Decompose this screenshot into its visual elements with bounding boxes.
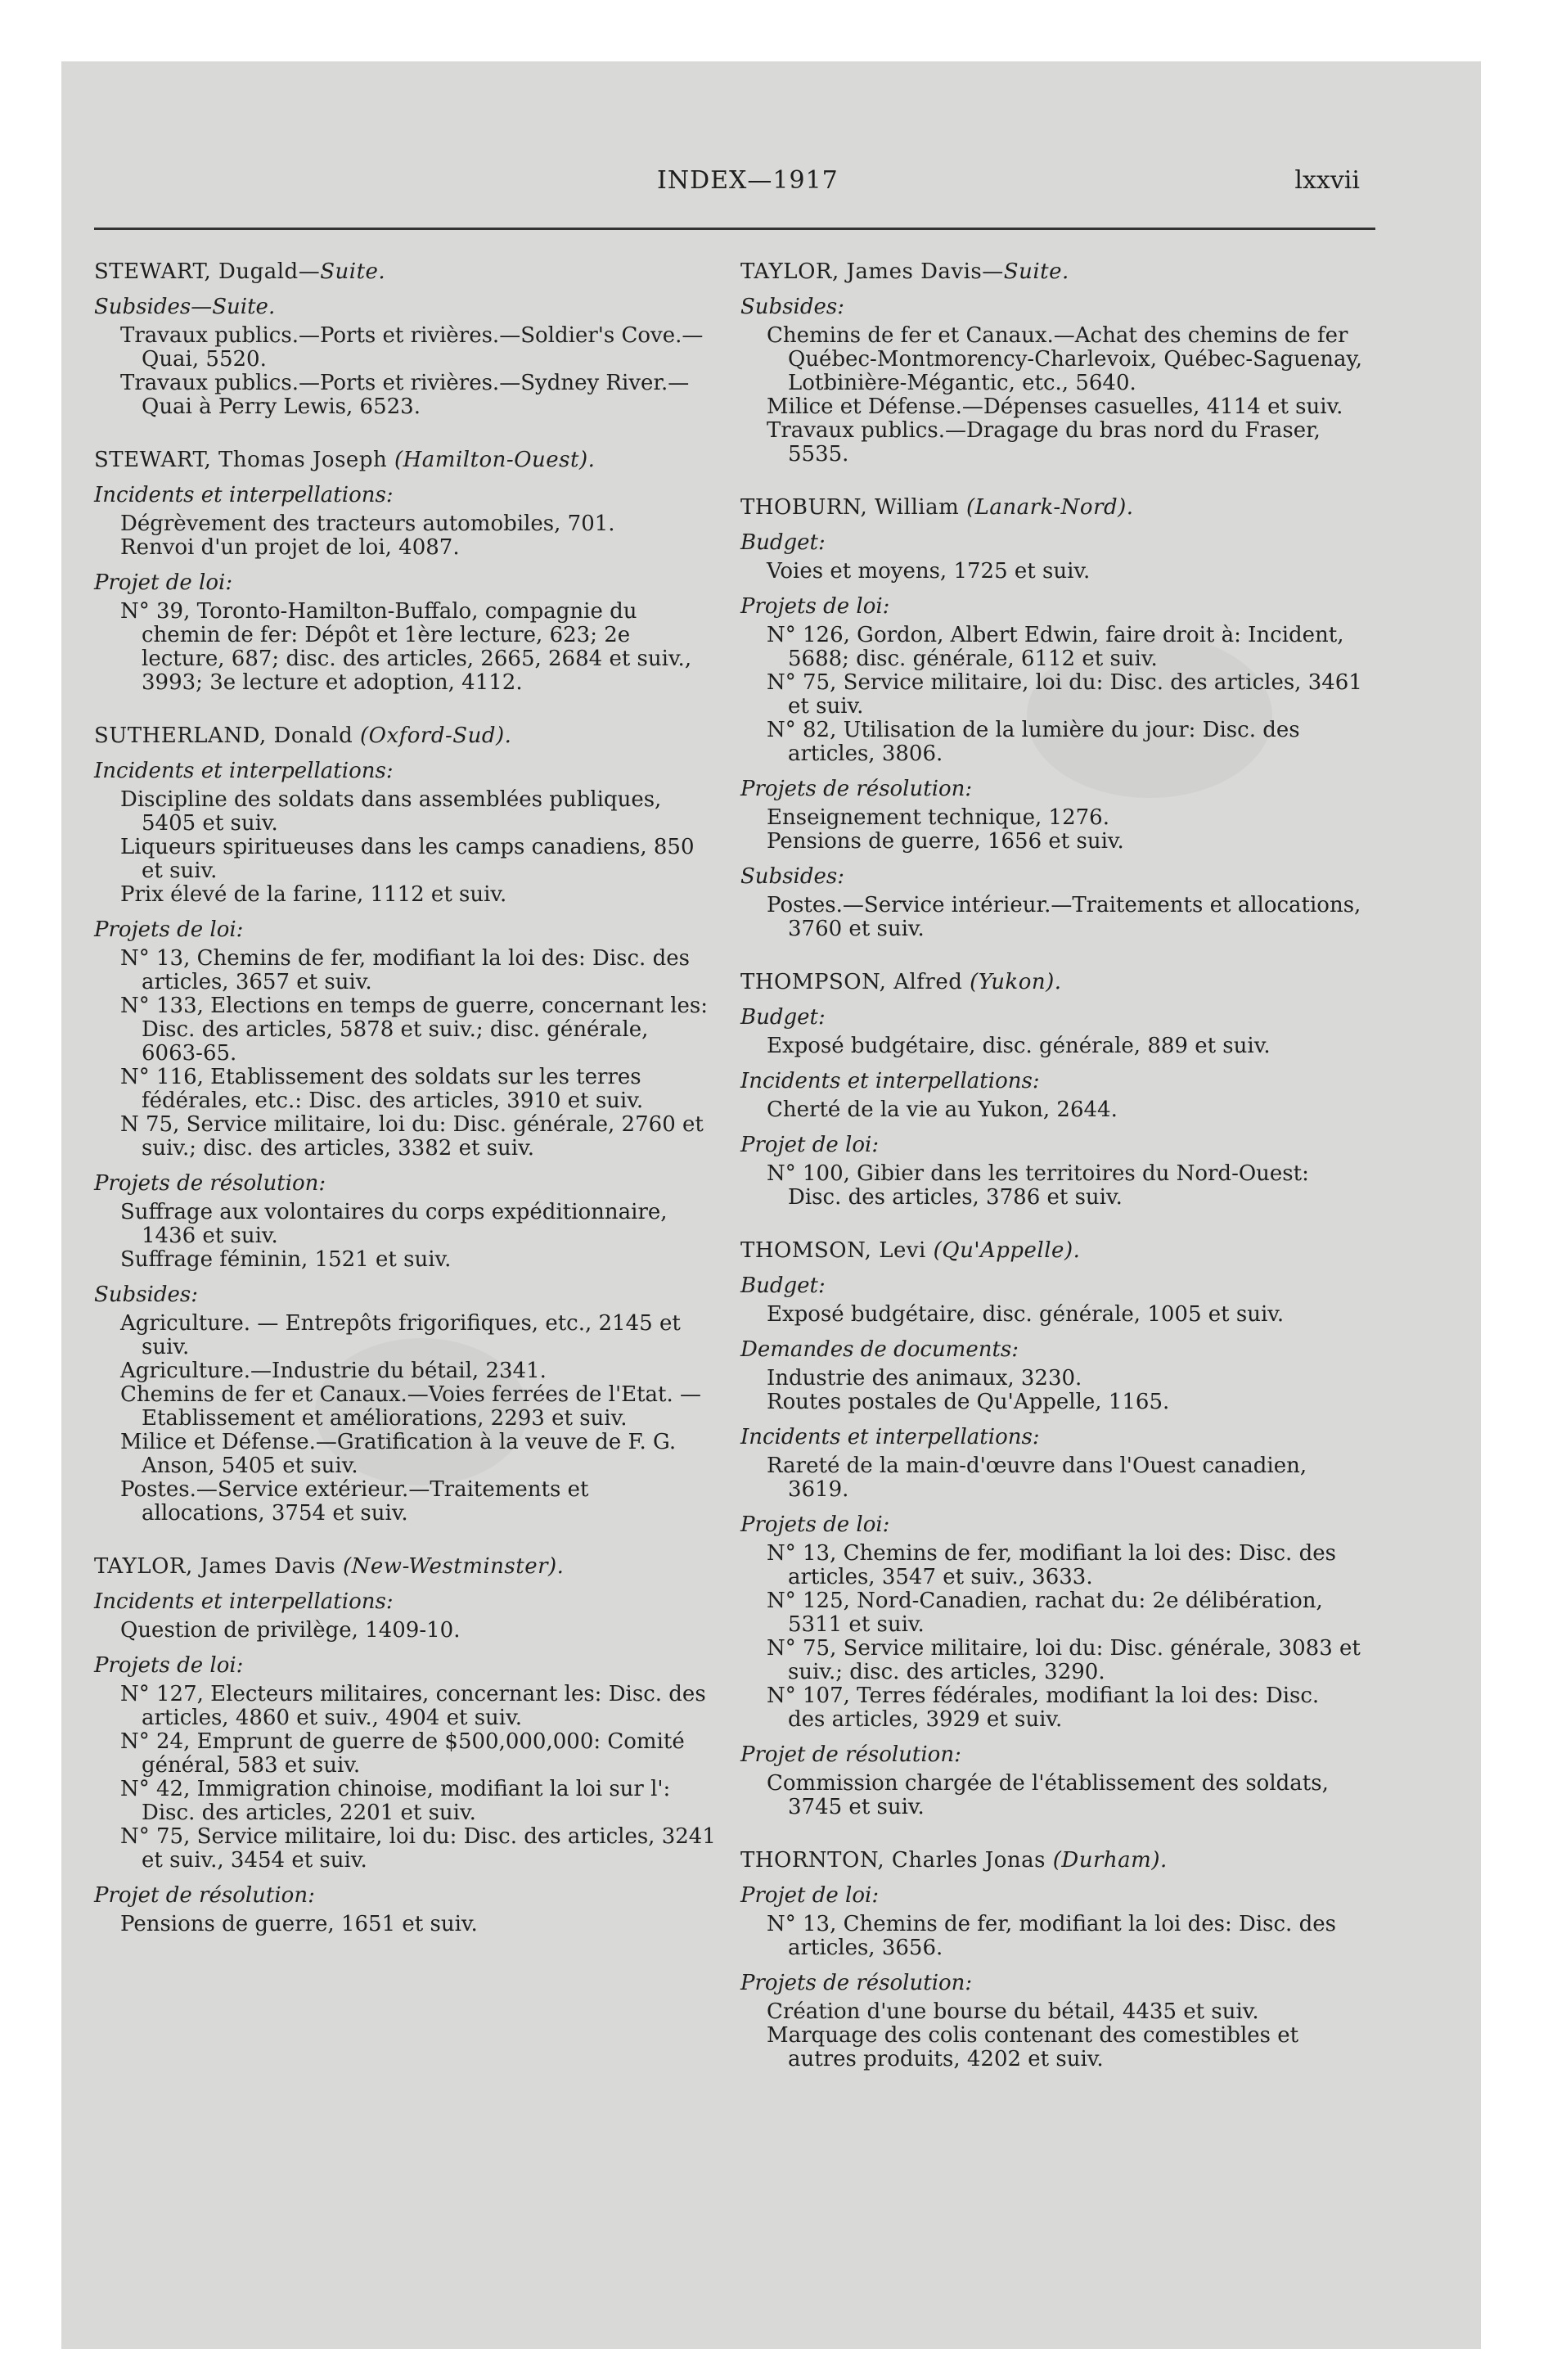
section-heading: Subsides: [94, 1282, 198, 1307]
index-entry-name [740, 1849, 1362, 1873]
section-heading: Incidents et interpellations: [94, 483, 394, 507]
section-heading: Demandes de documents: [740, 1337, 1019, 1362]
section-items [94, 512, 716, 560]
section-heading: Projet de loi: [740, 1133, 880, 1157]
index-item: Rareté de la main-d'œuvre dans l'Ouest canadien, 3619. [767, 1454, 1307, 1502]
section-heading: Projet de loi: [94, 570, 233, 595]
index-item: Milice et Défense.—Gratification à la veuve de F. G. Anson, 5405 et suiv. [120, 1430, 677, 1478]
section-items [94, 324, 716, 419]
section-heading: Projets de résolution: [740, 777, 973, 801]
index-entry-name [740, 1239, 1362, 1263]
member-district: (Yukon). [970, 970, 1062, 994]
index-item: Routes postales de Qu'Appelle, 1165. [767, 1390, 1170, 1414]
section-heading: Projets de résolution: [740, 1971, 973, 1995]
member-name: STEWART, Dugald— [94, 259, 321, 284]
index-item: Travaux publics.—Ports et rivières.—Soldier's Cove.—Quai, 5520. [120, 323, 704, 372]
section-items [740, 1542, 1362, 1732]
index-item: N° 125, Nord-Canadien, rachat du: 2e délibération, 5311 et suiv. [767, 1589, 1323, 1637]
section-items [94, 1683, 716, 1873]
index-item: Question de privilège, 1409-10. [120, 1618, 461, 1643]
section-heading: Subsides: [740, 295, 844, 319]
index-item: N° 13, Chemins de fer, modifiant la loi des: Disc. des articles, 3657 et suiv. [120, 946, 690, 994]
index-item: N° 75, Service militaire, loi du: Disc. des articles, 3241 et suiv., 3454 et suiv. [120, 1824, 716, 1873]
index-item: Pensions de guerre, 1656 et suiv. [767, 829, 1124, 854]
section-heading: Projet de résolution: [94, 1883, 315, 1908]
member-name: THOMSON, Levi [740, 1238, 934, 1263]
index-item: N° 133, Elections en temps de guerre, concernant les: Disc. des articles, 5878 et suiv.; disc. générale, 6063-65. [120, 994, 709, 1066]
index-item: N° 42, Immigration chinoise, modifiant la loi sur l': Disc. des articles, 2201 et suiv. [120, 1777, 671, 1825]
index-item: N° 100, Gibier dans les territoires du Nord-Ouest: Disc. des articles, 3786 et suiv. [767, 1161, 1309, 1210]
index-item: Discipline des soldats dans assemblées publiques, 5405 et suiv. [120, 787, 662, 836]
section-items [740, 560, 1362, 584]
section-heading: Subsides: [740, 864, 844, 889]
index-item: N° 75, Service militaire, loi du: Disc. générale, 3083 et suiv.; disc. des articles, 3290. [767, 1636, 1361, 1684]
section-items [94, 600, 716, 695]
section-heading: Projets de loi: [740, 594, 890, 619]
index-item: Postes.—Service intérieur.—Traitements et allocations, 3760 et suiv. [767, 893, 1361, 941]
member-district: (New-Westminster). [343, 1554, 565, 1579]
index-item: Travaux publics.—Ports et rivières.—Sydney River.—Quai à Perry Lewis, 6523. [120, 371, 690, 419]
member-district: (Lanark-Nord). [966, 495, 1134, 520]
page-number: lxxvii [1294, 166, 1360, 195]
section-items [740, 1303, 1362, 1327]
section-heading: Budget: [740, 1273, 826, 1298]
section-heading: Budget: [740, 1005, 826, 1030]
index-item: Agriculture.—Industrie du bétail, 2341. [120, 1359, 547, 1383]
section-items [94, 1312, 716, 1526]
index-item: Agriculture. — Entrepôts frigorifiques, etc., 2145 et suiv. [120, 1311, 681, 1359]
page-header [61, 166, 1481, 199]
index-item: N 75, Service militaire, loi du: Disc. générale, 2760 et suiv.; disc. des articles, 3382 et suiv. [120, 1112, 704, 1161]
member-name: THORNTON, Charles Jonas [740, 1848, 1053, 1873]
index-item: Marquage des colis contenant des comestibles et autres produits, 4202 et suiv. [767, 2023, 1299, 2071]
member-name: TAYLOR, James Davis [94, 1554, 344, 1579]
index-item: N° 82, Utilisation de la lumière du jour: Disc. des articles, 3806. [767, 718, 1300, 766]
section-items [94, 788, 716, 907]
index-entry-name [740, 971, 1362, 994]
index-item: N° 127, Electeurs militaires, concernant les: Disc. des articles, 4860 et suiv., 4904 et suiv. [120, 1682, 706, 1730]
scanned-page [61, 61, 1481, 2349]
index-entry-name [94, 449, 716, 472]
section-heading: Incidents et interpellations: [94, 759, 394, 783]
index-item: Pensions de guerre, 1651 et suiv. [120, 1912, 478, 1936]
index-item: Dégrèvement des tracteurs automobiles, 701. [120, 512, 615, 536]
header-rule [94, 228, 1375, 230]
section-items [740, 1454, 1362, 1502]
right-column [740, 260, 1362, 2071]
index-item: N° 13, Chemins de fer, modifiant la loi des: Disc. des articles, 3547 et suiv., 3633. [767, 1541, 1336, 1589]
section-heading: Subsides—Suite. [94, 295, 276, 319]
section-items [740, 894, 1362, 941]
section-items [740, 1034, 1362, 1058]
index-item: N° 13, Chemins de fer, modifiant la loi des: Disc. des articles, 3656. [767, 1912, 1336, 1960]
index-item: Prix élevé de la farine, 1112 et suiv. [120, 882, 507, 907]
section-heading: Projets de résolution: [94, 1171, 326, 1196]
index-item: Exposé budgétaire, disc. générale, 889 et suiv. [767, 1034, 1271, 1058]
section-items [740, 324, 1362, 467]
left-column [94, 260, 716, 1936]
index-item: Suffrage féminin, 1521 et suiv. [120, 1247, 452, 1272]
member-district: Suite. [320, 259, 386, 284]
member-district: (Oxford-Sud). [360, 723, 512, 748]
index-item: Enseignement technique, 1276. [767, 805, 1109, 830]
section-heading: Projets de loi: [740, 1512, 890, 1537]
index-item: Création d'une bourse du bétail, 4435 et suiv. [767, 1999, 1259, 2024]
section-items [94, 947, 716, 1161]
section-heading: Incidents et interpellations: [94, 1589, 394, 1614]
section-items [740, 1098, 1362, 1122]
index-item: Industrie des animaux, 3230. [767, 1366, 1082, 1391]
index-entry-name [94, 1555, 716, 1579]
section-items [94, 1619, 716, 1643]
section-heading: Budget: [740, 530, 826, 555]
index-entry-name [94, 724, 716, 748]
member-name: STEWART, Thomas Joseph [94, 448, 394, 472]
member-name: SUTHERLAND, Donald [94, 723, 361, 748]
index-item: Travaux publics.—Dragage du bras nord du Fraser, 5535. [767, 418, 1321, 467]
page-title: INDEX—1917 [657, 166, 839, 195]
section-items [740, 1913, 1362, 1960]
section-heading: Incidents et interpellations: [740, 1069, 1040, 1093]
index-entry-name [740, 496, 1362, 520]
index-item: N° 39, Toronto-Hamilton-Buffalo, compagnie du chemin de fer: Dépôt et 1ère lecture, 623; 2e lecture, 687; disc. des articles, 2665, 2684 et suiv., 3993; 3e lecture et adoption, 4112. [120, 599, 692, 695]
section-heading: Projet de résolution: [740, 1742, 961, 1767]
section-heading: Projet de loi: [740, 1883, 880, 1908]
index-item: Cherté de la vie au Yukon, 2644. [767, 1098, 1118, 1122]
section-heading: Incidents et interpellations: [740, 1425, 1040, 1449]
index-item: Chemins de fer et Canaux.—Voies ferrées de l'Etat. — Etablissement et améliorations, 2293 et suiv. [120, 1382, 702, 1431]
section-items [740, 624, 1362, 766]
section-items [94, 1913, 716, 1936]
index-item: Commission chargée de l'établissement des soldats, 3745 et suiv. [767, 1771, 1329, 1819]
section-items [94, 1201, 716, 1272]
member-district: (Durham). [1052, 1848, 1168, 1873]
section-items [740, 1772, 1362, 1819]
index-entry-name [94, 260, 716, 284]
index-item: Postes.—Service extérieur.—Traitements et allocations, 3754 et suiv. [120, 1477, 589, 1526]
index-item: N° 107, Terres fédérales, modifiant la loi des: Disc. des articles, 3929 et suiv. [767, 1684, 1320, 1732]
index-item: N° 75, Service militaire, loi du: Disc. des articles, 3461 et suiv. [767, 670, 1362, 719]
member-district: (Hamilton-Ouest). [394, 448, 596, 472]
index-item: Liqueurs spiritueuses dans les camps canadiens, 850 et suiv. [120, 835, 695, 883]
index-item: N° 126, Gordon, Albert Edwin, faire droit à: Incident, 5688; disc. générale, 6112 et suiv. [767, 623, 1344, 671]
member-district: (Qu'Appelle). [933, 1238, 1081, 1263]
index-item: Chemins de fer et Canaux.—Achat des chemins de fer Québec-Montmorency-Charlevoix, Québec-Saguenay, Lotbinière-Mégantic, etc., 5640. [767, 323, 1362, 395]
index-item: Renvoi d'un projet de loi, 4087. [120, 535, 460, 560]
index-item: Voies et moyens, 1725 et suiv. [767, 559, 1091, 584]
section-heading: Projets de loi: [94, 917, 244, 942]
member-name: TAYLOR, James Davis— [740, 259, 1004, 284]
member-district: Suite. [1003, 259, 1069, 284]
member-name: THOBURN, William [740, 495, 966, 520]
index-item: Suffrage aux volontaires du corps expéditionnaire, 1436 et suiv. [120, 1200, 668, 1248]
section-heading: Projets de loi: [94, 1653, 244, 1678]
index-item: N° 24, Emprunt de guerre de $500,000,000: Comité général, 583 et suiv. [120, 1729, 685, 1778]
index-item: N° 116, Etablissement des soldats sur les terres fédérales, etc.: Disc. des articles, 3910 et suiv. [120, 1065, 644, 1113]
section-items [740, 2000, 1362, 2071]
index-entry-name [740, 260, 1362, 284]
index-item: Milice et Défense.—Dépenses casuelles, 4114 et suiv. [767, 394, 1343, 419]
section-items [740, 806, 1362, 854]
member-name: THOMPSON, Alfred [740, 970, 970, 994]
index-item: Exposé budgétaire, disc. générale, 1005 et suiv. [767, 1302, 1285, 1327]
section-items [740, 1162, 1362, 1210]
section-items [740, 1367, 1362, 1414]
